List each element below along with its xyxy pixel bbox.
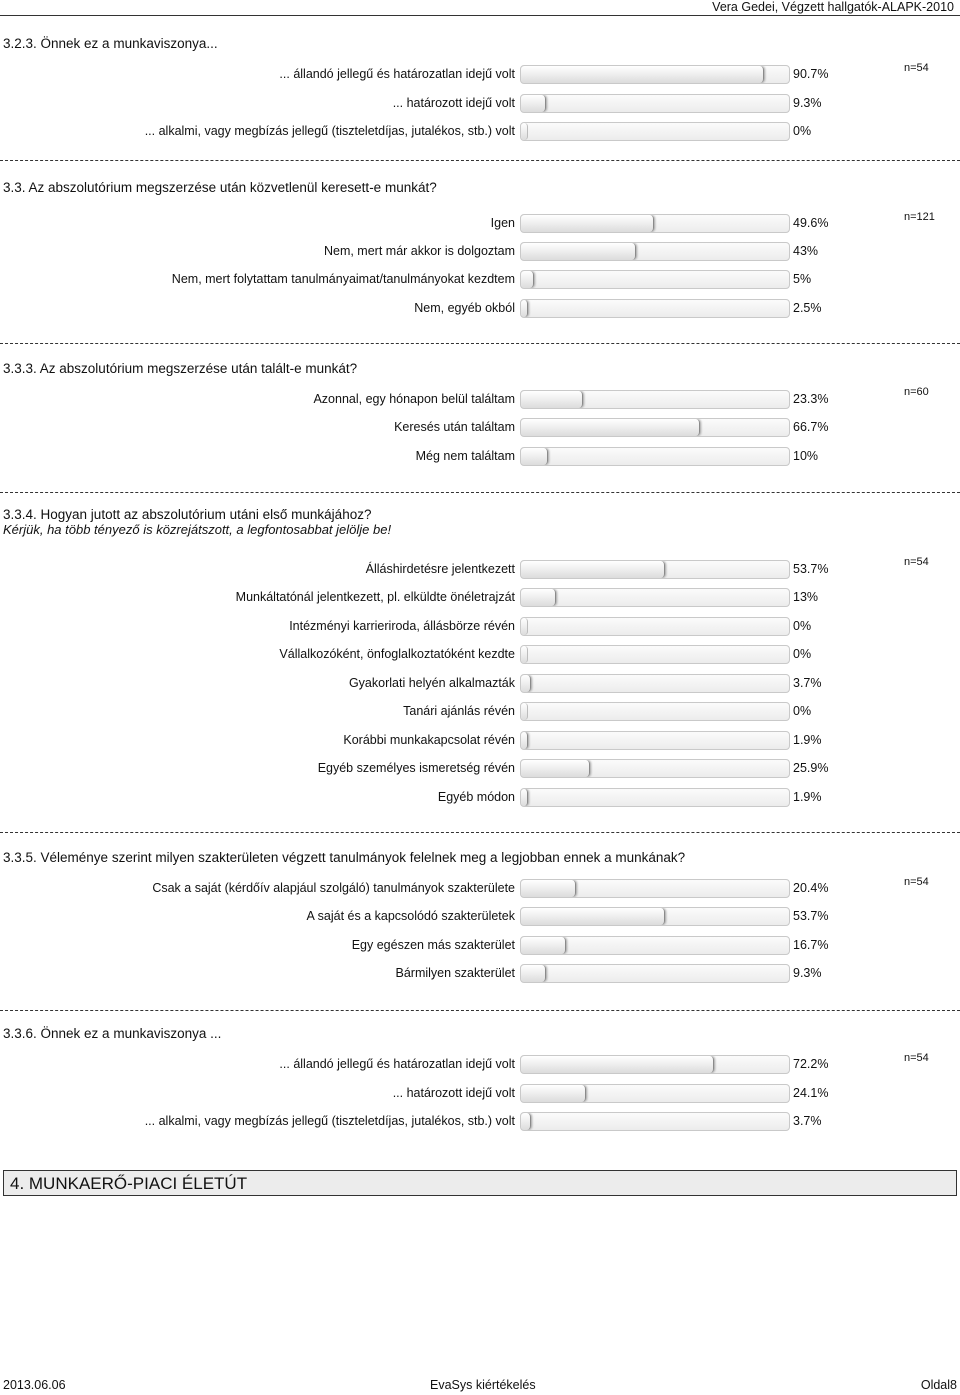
section-divider — [0, 160, 960, 161]
answer-label: ... állandó jellegű és határozatlan idejű volt — [279, 1057, 515, 1071]
percentage-bar — [520, 390, 790, 409]
percentage-bar-fill — [521, 908, 665, 925]
answer-row — [0, 759, 960, 779]
answer-percentage: 53.7% — [793, 562, 829, 576]
section-title: 3.2.3. Önnek ez a munkaviszonya... — [3, 36, 218, 51]
answer-percentage: 0% — [793, 704, 812, 718]
answer-row — [0, 270, 960, 290]
answer-label: Keresés után találtam — [394, 420, 515, 434]
answer-row — [0, 122, 960, 142]
answer-label: Intézményi karrieriroda, állásbörze révén — [289, 619, 515, 633]
answer-percentage: 5% — [793, 272, 812, 286]
section-divider — [0, 492, 960, 493]
percentage-bar — [520, 242, 790, 261]
percentage-bar-fill — [521, 646, 528, 663]
answer-label: Egy egészen más szakterület — [351, 938, 515, 952]
sample-size: n=54 — [904, 876, 929, 888]
sample-size: n=60 — [904, 386, 929, 398]
percentage-bar — [520, 418, 790, 437]
answer-label: Igen — [490, 216, 515, 230]
answer-label: Azonnal, egy hónapon belül találtam — [313, 392, 515, 406]
answer-label: ... határozott idejű volt — [392, 96, 515, 110]
percentage-bar — [520, 759, 790, 778]
footer-page: Oldal8 — [920, 1378, 957, 1392]
answer-row — [0, 447, 960, 467]
percentage-bar — [520, 588, 790, 607]
percentage-bar-fill — [521, 561, 665, 578]
percentage-bar-fill — [521, 675, 531, 692]
answer-label: ... alkalmi, vagy megbízás jellegű (tiszteletdíjas, jutalékos, stb.) volt — [144, 124, 515, 138]
percentage-bar-fill — [521, 937, 566, 954]
answer-label: Vállalkozóként, önfoglalkoztatóként kezdte — [279, 647, 515, 661]
answer-percentage: 23.3% — [793, 392, 829, 406]
answer-percentage: 9.3% — [793, 96, 822, 110]
answer-label: Munkáltatónál jelentkezett, pl. elküldte önéletrajzát — [235, 590, 515, 604]
answer-row — [0, 560, 960, 580]
answer-label: Álláshirdetésre jelentkezett — [365, 562, 515, 576]
percentage-bar-fill — [521, 66, 764, 83]
percentage-bar — [520, 702, 790, 721]
answer-percentage: 0% — [793, 124, 812, 138]
percentage-bar-fill — [521, 123, 528, 140]
percentage-bar-fill — [521, 1056, 714, 1073]
answer-percentage: 49.6% — [793, 216, 829, 230]
answer-row — [0, 94, 960, 114]
sample-size: n=121 — [904, 211, 935, 223]
percentage-bar-fill — [521, 271, 534, 288]
percentage-bar — [520, 270, 790, 289]
percentage-bar — [520, 645, 790, 664]
answer-row — [0, 788, 960, 808]
percentage-bar-fill — [521, 589, 556, 606]
answer-percentage: 0% — [793, 619, 812, 633]
percentage-bar — [520, 94, 790, 113]
percentage-bar — [520, 299, 790, 318]
answer-label: Korábbi munkakapcsolat révén — [343, 733, 515, 747]
answer-label: Egyéb személyes ismeretség révén — [317, 761, 515, 775]
answer-row — [0, 390, 960, 410]
percentage-bar — [520, 731, 790, 750]
answer-row — [0, 617, 960, 637]
footer-center: EvaSys kiértékelés — [430, 1378, 536, 1392]
answer-label: ... állandó jellegű és határozatlan idejű volt — [279, 67, 515, 81]
percentage-bar-fill — [521, 732, 528, 749]
section-title: 3.3.3. Az abszolutórium megszerzése után talált-e munkát? — [3, 361, 358, 376]
percentage-bar — [520, 674, 790, 693]
answer-row — [0, 936, 960, 956]
answer-percentage: 2.5% — [793, 301, 822, 315]
percentage-bar — [520, 447, 790, 466]
percentage-bar-fill — [521, 243, 636, 260]
percentage-bar-fill — [521, 300, 528, 317]
answer-percentage: 43% — [793, 244, 819, 258]
answer-label: Bármilyen szakterület — [395, 966, 515, 980]
answer-label: Nem, mert folytattam tanulmányaimat/tanulmányokat kezdtem — [171, 272, 515, 286]
answer-percentage: 90.7% — [793, 67, 829, 81]
answer-percentage: 3.7% — [793, 1114, 822, 1128]
percentage-bar-fill — [521, 965, 546, 982]
answer-percentage: 0% — [793, 647, 812, 661]
percentage-bar-fill — [521, 448, 548, 465]
percentage-bar — [520, 964, 790, 983]
section-title: 3.3.6. Önnek ez a munkaviszonya ... — [3, 1026, 222, 1041]
section-divider — [0, 343, 960, 344]
answer-row — [0, 588, 960, 608]
answer-percentage: 24.1% — [793, 1086, 829, 1100]
percentage-bar — [520, 879, 790, 898]
answer-label: Tanári ajánlás révén — [403, 704, 515, 718]
answer-row — [0, 731, 960, 751]
answer-percentage: 9.3% — [793, 966, 822, 980]
percentage-bar-fill — [521, 1085, 586, 1102]
percentage-bar — [520, 1084, 790, 1103]
answer-percentage: 25.9% — [793, 761, 829, 775]
answer-percentage: 3.7% — [793, 676, 822, 690]
answer-row — [0, 879, 960, 899]
answer-row — [0, 1112, 960, 1132]
percentage-bar-fill — [521, 789, 528, 806]
percentage-bar — [520, 122, 790, 141]
percentage-bar-fill — [521, 391, 583, 408]
answer-label: Nem, mert már akkor is dolgoztam — [323, 244, 515, 258]
percentage-bar-fill — [521, 419, 700, 436]
footer-date: 2013.06.06 — [3, 1378, 66, 1392]
answer-label: Egyéb módon — [437, 790, 515, 804]
header-author: Vera Gedei, Végzett hallgatók-ALAPK-2010 — [712, 0, 954, 14]
sample-size: n=54 — [904, 1052, 929, 1064]
answer-row — [0, 65, 960, 85]
answer-row — [0, 645, 960, 665]
answer-label: ... alkalmi, vagy megbízás jellegű (tiszteletdíjas, jutalékos, stb.) volt — [144, 1114, 515, 1128]
percentage-bar — [520, 1112, 790, 1131]
answer-label: ... határozott idejű volt — [392, 1086, 515, 1100]
percentage-bar-fill — [521, 95, 546, 112]
percentage-bar-fill — [521, 618, 528, 635]
section-title: 3.3.4. Hogyan jutott az abszolutórium utáni első munkájához? — [3, 507, 372, 522]
answer-row — [0, 214, 960, 234]
answer-label: Gyakorlati helyén alkalmazták — [348, 676, 515, 690]
answer-row — [0, 1084, 960, 1104]
answer-row — [0, 299, 960, 319]
percentage-bar-fill — [521, 703, 528, 720]
answer-percentage: 16.7% — [793, 938, 829, 952]
percentage-bar-fill — [521, 215, 654, 232]
answer-percentage: 13% — [793, 590, 819, 604]
answer-row — [0, 964, 960, 984]
answer-row — [0, 674, 960, 694]
percentage-bar — [520, 936, 790, 955]
percentage-bar — [520, 65, 790, 84]
answer-percentage: 53.7% — [793, 909, 829, 923]
percentage-bar-fill — [521, 760, 590, 777]
answer-row — [0, 418, 960, 438]
answer-percentage: 66.7% — [793, 420, 829, 434]
answer-label: Csak a saját (kérdőív alapjául szolgáló) tanulmányok szakterülete — [152, 881, 515, 895]
answer-row — [0, 702, 960, 722]
percentage-bar — [520, 1055, 790, 1074]
answer-label: Még nem találtam — [415, 449, 515, 463]
section-divider — [0, 1010, 960, 1011]
percentage-bar-fill — [521, 1113, 531, 1130]
percentage-bar — [520, 788, 790, 807]
answer-label: A saját és a kapcsolódó szakterületek — [306, 909, 515, 923]
answer-percentage: 20.4% — [793, 881, 829, 895]
percentage-bar — [520, 214, 790, 233]
answer-row — [0, 907, 960, 927]
answer-percentage: 72.2% — [793, 1057, 829, 1071]
section-divider — [0, 832, 960, 833]
section-subtitle: Kérjük, ha több tényező is közrejátszott, a legfontosabbat jelölje be! — [3, 522, 392, 537]
answer-percentage: 10% — [793, 449, 819, 463]
percentage-bar — [520, 560, 790, 579]
section-title: 3.3. Az abszolutórium megszerzése után közvetlenül keresett-e munkát? — [3, 180, 437, 195]
sample-size: n=54 — [904, 556, 929, 568]
chapter-heading — [3, 1170, 957, 1196]
answer-percentage: 1.9% — [793, 790, 822, 804]
chapter-title: 4. MUNKAERŐ-PIACI ÉLETÚT — [10, 1174, 248, 1193]
sample-size: n=54 — [904, 62, 929, 74]
answer-row — [0, 242, 960, 262]
answer-percentage: 1.9% — [793, 733, 822, 747]
header-divider — [0, 15, 960, 16]
percentage-bar-fill — [521, 880, 576, 897]
answer-row — [0, 1055, 960, 1075]
section-title: 3.3.5. Véleménye szerint milyen szakterületen végzett tanulmányok felelnek meg a legjobban ennek a munkának? — [3, 850, 686, 865]
percentage-bar — [520, 617, 790, 636]
answer-label: Nem, egyéb okból — [414, 301, 515, 315]
percentage-bar — [520, 907, 790, 926]
